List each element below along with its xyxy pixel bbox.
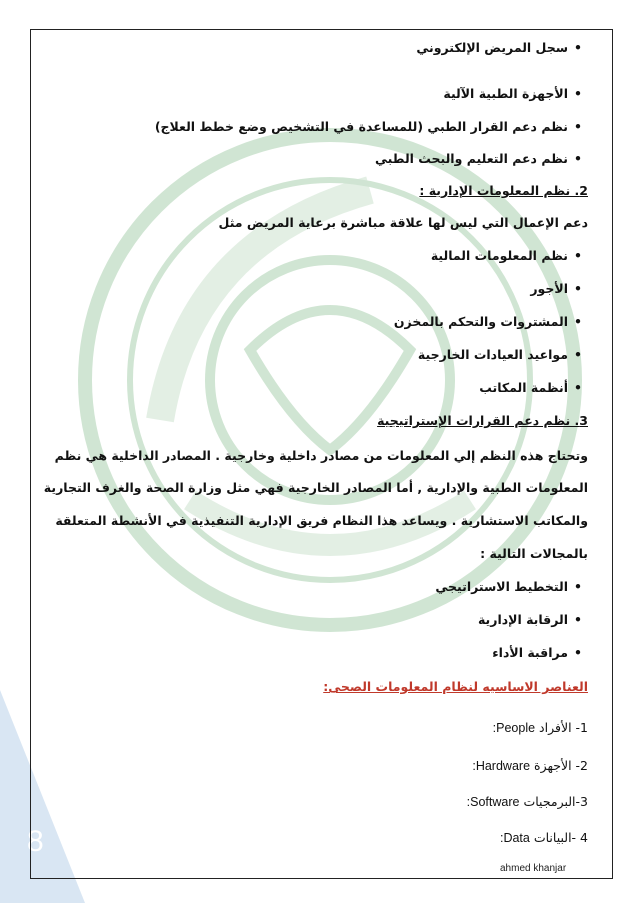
section-heading-red: العناصر الاساسيه لنظام المعلومات الصحى: bbox=[323, 679, 588, 694]
bullet-text: الأجور bbox=[530, 281, 568, 296]
bullet-item bbox=[530, 279, 588, 299]
bullet-item bbox=[478, 610, 588, 630]
numbered-english: :Software bbox=[466, 795, 520, 809]
bullet-icon: • bbox=[574, 86, 582, 101]
bullet-text: مراقبة الأداء bbox=[492, 645, 568, 660]
bullet-item bbox=[431, 246, 588, 266]
paragraph-text: بالمجالات التالية : bbox=[480, 546, 588, 561]
bullet-text: نظم دعم القرار الطبي (للمساعدة في التشخيص وضع خطط العلاج) bbox=[154, 119, 568, 134]
numbered-item bbox=[467, 792, 588, 812]
paragraph-text: المعلومات الطبية والإدارية , أما المصادر الخارجية فهي مثل وزارة الصحة والغرف التجارية bbox=[43, 480, 588, 495]
numbered-label: 4 -البيانات bbox=[533, 830, 588, 845]
bullet-text: الأجهزة الطبية الآلية bbox=[443, 86, 568, 101]
bullet-icon: • bbox=[574, 248, 582, 263]
bullet-item bbox=[479, 378, 588, 398]
numbered-english: :People bbox=[492, 721, 536, 735]
bullet-item bbox=[375, 149, 588, 169]
bullet-text: أنظمة المكاتب bbox=[479, 380, 568, 395]
bullet-item bbox=[435, 577, 588, 597]
numbered-english: :Data bbox=[499, 831, 530, 845]
section-heading-3: 3. نظم دعم القرارات الإستراتيجية bbox=[377, 413, 588, 428]
bullet-icon: • bbox=[574, 579, 582, 594]
bullet-text: الرقابة الإدارية bbox=[477, 612, 568, 627]
author-name: ahmed khanjar bbox=[500, 863, 567, 874]
numbered-label: 2- الأجهزة bbox=[534, 758, 588, 773]
bullet-text: نظم المعلومات المالية bbox=[430, 248, 568, 263]
bullet-item bbox=[492, 643, 588, 663]
bullet-text: سجل المريض الإلكتروني bbox=[416, 40, 568, 55]
bullet-text: التخطيط الاستراتيجي bbox=[435, 579, 568, 594]
paragraph-text: والمكاتب الاستشارية . ويساعد هذا النظام فريق الإدارية التنفيذية في الأنشطة المتعلقة bbox=[55, 513, 588, 528]
numbered-label: 3-البرمجيات bbox=[523, 794, 588, 809]
numbered-item bbox=[472, 756, 588, 776]
page-number: 8 bbox=[27, 825, 44, 858]
bullet-item bbox=[416, 38, 588, 58]
numbered-label: 1- الأفراد bbox=[539, 720, 588, 735]
bullet-text: المشتروات والتحكم بالمخزن bbox=[393, 314, 568, 329]
numbered-english: :Hardware bbox=[472, 759, 531, 773]
bullet-icon: • bbox=[574, 40, 582, 55]
numbered-item bbox=[493, 718, 588, 738]
bullet-item bbox=[394, 312, 588, 332]
bullet-icon: • bbox=[574, 314, 582, 329]
bullet-icon: • bbox=[574, 281, 582, 296]
bullet-text: مواعيد العيادات الخارجية bbox=[417, 347, 568, 362]
bullet-icon: • bbox=[574, 151, 582, 166]
bullet-icon: • bbox=[574, 119, 582, 134]
bullet-icon: • bbox=[574, 347, 582, 362]
bullet-item bbox=[443, 84, 588, 104]
bullet-icon: • bbox=[574, 380, 582, 395]
bullet-item bbox=[155, 117, 588, 137]
numbered-item bbox=[500, 828, 588, 848]
bullet-item bbox=[418, 345, 588, 365]
section-heading-2: 2. نظم المعلومات الإدارية : bbox=[419, 183, 588, 198]
bullet-text: نظم دعم التعليم والبحث الطبي bbox=[375, 151, 568, 166]
paragraph-text: وتحتاج هذه النظم إلي المعلومات من مصادر داخلية وخارجية . المصادر الداخلية هي نظم bbox=[54, 448, 588, 463]
bullet-icon: • bbox=[574, 612, 582, 627]
bullet-icon: • bbox=[574, 645, 582, 660]
paragraph-text: دعم الإعمال التي ليس لها علاقة مباشرة برعاية المريض مثل bbox=[218, 215, 588, 230]
